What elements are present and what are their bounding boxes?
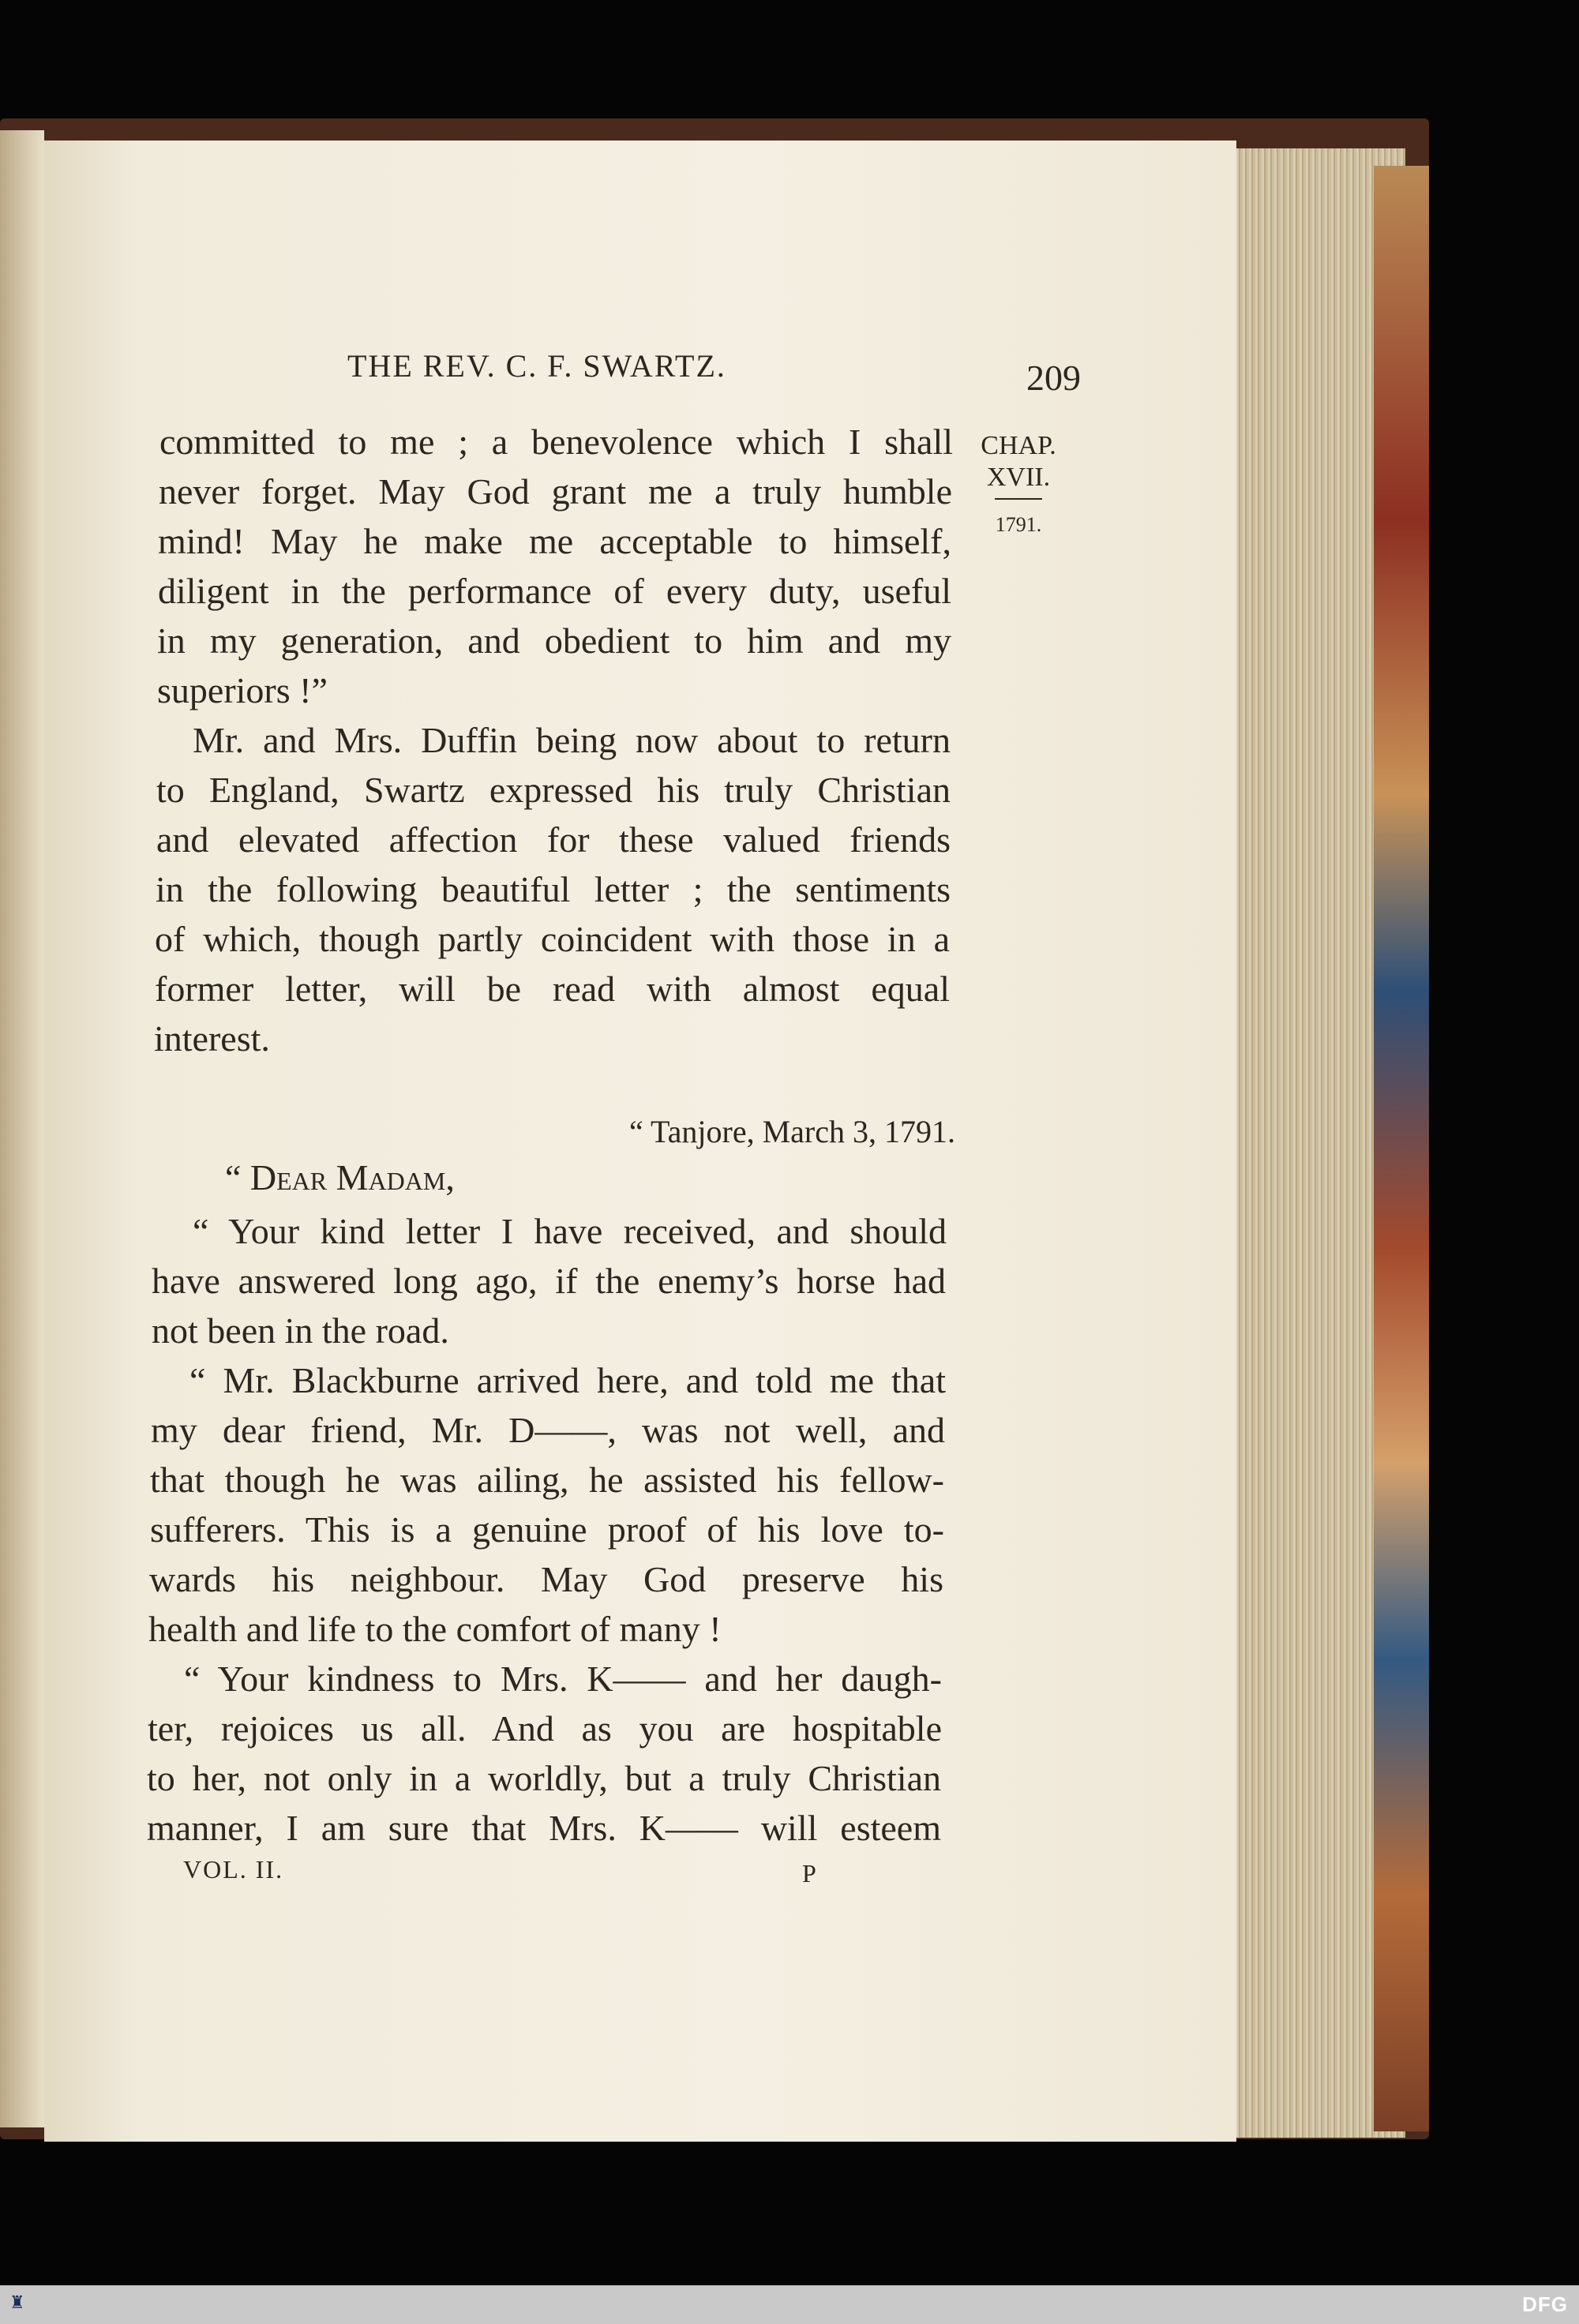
running-title: THE REV. C. F. SWARTZ.: [347, 348, 726, 384]
letter-line: not been in the road.: [152, 1310, 449, 1351]
letter-line: my dear friend, Mr. D——, was not well, and: [151, 1410, 945, 1450]
letter-dateline: “ Tanjore, March 3, 1791.: [628, 1114, 955, 1149]
text-line: of which, though partly coincident with those in a: [155, 919, 950, 959]
letter-line: have answered long ago, if the enemy’s horse had: [152, 1261, 946, 1301]
letter-line: “ Your kindness to Mrs. K—— and her daugh-: [184, 1659, 942, 1699]
letter-line: wards his neighbour. May God preserve his: [149, 1559, 943, 1599]
text-line: former letter, will be read with almost equal: [155, 969, 950, 1009]
margin-rule: [995, 498, 1042, 500]
text-line: interest.: [154, 1018, 270, 1059]
text-line: superiors !”: [157, 670, 328, 710]
chapter-label: CHAP.: [981, 431, 1056, 460]
left-page-edge: [0, 130, 44, 2127]
text-line: Mr. and Mrs. Duffin being now about to return: [193, 720, 951, 760]
text-line: diligent in the performance of every duty, useful: [158, 571, 951, 611]
text-line: to England, Swartz expressed his truly Christian: [156, 770, 951, 810]
letter-salutation: “ Dear Madam,: [225, 1157, 455, 1198]
page-number: 209: [1026, 358, 1081, 398]
letter-line: that though he was ailing, he assisted his fellow-: [150, 1460, 944, 1500]
letter-line: “ Mr. Blackburne arrived here, and told me that: [189, 1360, 946, 1400]
text-line: mind! May he make me acceptable to himself,: [158, 521, 951, 561]
letter-line: to her, not only in a worldly, but a truly Christian: [147, 1758, 941, 1798]
letter-line: health and life to the comfort of many !: [148, 1609, 722, 1649]
library-icon: ♜: [9, 2293, 25, 2313]
letter-line: sufferers. This is a genuine proof of his love to-: [150, 1509, 944, 1550]
letter-line: ter, rejoices us all. And as you are hospitable: [148, 1708, 942, 1749]
text-line: committed to me ; a benevolence which I shall: [159, 422, 953, 462]
text-line: never forget. May God grant me a truly humble: [159, 471, 952, 512]
marbled-cover-edge: [1374, 166, 1429, 2131]
text-line: and elevated affection for these valued friends: [156, 819, 951, 860]
viewer-status-bar: [0, 2285, 1579, 2324]
volume-footer: VOL. II.: [183, 1855, 284, 1884]
margin-note: [971, 430, 1066, 541]
text-line: in the following beautiful letter ; the sentiments: [156, 869, 951, 909]
letter-line: “ Your kind letter I have received, and should: [193, 1211, 947, 1251]
letter-line: manner, I am sure that Mrs. K—— will esteem: [147, 1808, 941, 1848]
margin-year: 1791.: [995, 513, 1042, 536]
signature-mark: P: [802, 1859, 816, 1887]
chapter-number: XVII.: [986, 463, 1051, 492]
dfg-logo: DFG: [1522, 2292, 1568, 2316]
text-line: in my generation, and obedient to him and my: [157, 620, 951, 661]
